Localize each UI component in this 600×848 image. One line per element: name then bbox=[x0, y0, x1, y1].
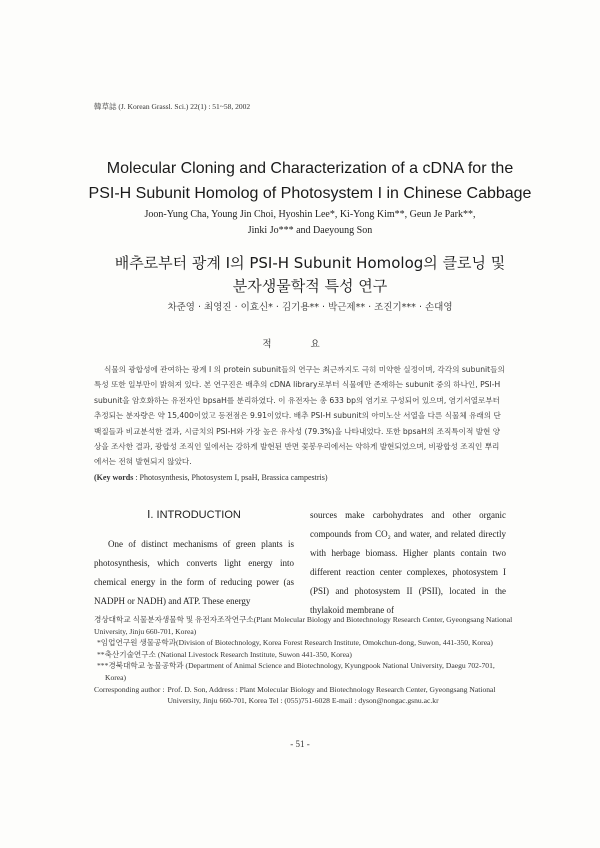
journal-citation: 韓草誌 (J. Korean Grassl. Sci.) 22(1) : 51~58, 2002 bbox=[94, 102, 251, 111]
paper-title-korean-line-1: 배추로부터 광계 I의 PSI-H Subunit Homolog의 클로닝 및 bbox=[114, 254, 506, 272]
right-column-text: sources make carbohydrates and other organic compounds from CO₂ and water, and related directly with herbage biomass. Higher plants contain two different reaction center complexes, photosystem I (PSI) and photosystem II (PSII), located in the thylakoid membrane of bbox=[310, 510, 506, 615]
keywords-text: : Photosynthesis, Photosystem I, psaH, Brassica campestris) bbox=[135, 472, 328, 482]
left-column-text: One of distinct mechanisms of green plants is photosynthesis, which converts light energy into chemical energy in the form of reducing power (as NADPH or NADH) and ATP. These energy bbox=[94, 539, 294, 606]
footnotes bbox=[94, 614, 514, 707]
footnote-affiliation-3: **축산기술연구소 (National Livestock Research Institute, Suwon 441-350, Korea) bbox=[97, 649, 352, 659]
footnote-affiliation-2: *임업연구원 생물공학과(Division of Biotechnology, Korea Forest Research Institute, Omokchun-dong, Suwon, 441-350, Korea) bbox=[97, 638, 493, 648]
footnote-affiliation-4: ***경북대학교 농물공학과 (Department of Animal Science and Biotechnology, Kyungpook National University, Daegu 702-701, Korea) bbox=[97, 661, 495, 682]
abstract-heading: 적 요 bbox=[262, 339, 338, 350]
left-column bbox=[94, 506, 294, 611]
page-number: - 51 - bbox=[290, 739, 310, 749]
authors-english bbox=[80, 207, 540, 239]
paper-title-line-2: PSI-H Subunit Homolog of Photosystem I in Chinese Cabbage bbox=[88, 185, 532, 202]
keywords bbox=[94, 470, 506, 485]
paper-title bbox=[70, 156, 550, 206]
footnote-affiliation-1: 경상대학교 식물분자생물학 및 유전자조작연구소(Plant Molecular Biology and Biotechnology Research Center, Gyeongsang National University, Jinju 660-701, Korea) bbox=[94, 615, 513, 636]
abstract bbox=[94, 362, 506, 485]
corresponding-author-label: Corresponding author : bbox=[94, 684, 165, 694]
abstract-text: 식물의 광합성에 관여하는 광계 I 의 protein subunit들의 연구는 최근까지도 극히 미약한 실정이며, 각각의 subunit들의 특성 또한 일부만이 밝혀져 있다. 본 연구진은 배추의 cDNA library로부터 식물에만 존재하는 subunit 중의 하나인, PSI-H subunit을 암호화하는 유전자인 bpsaH를 분리하였다. 이 유전자는 총 633 bp의 염기로 구성되어 있으며, 염기서열로부터 추정되는 분자량은 약 15,400이었고 등전점은 9.91이었다. 배추 PSI-H subunit의 아미노산 서열을 다른 식물체 유래의 단백질들과 비교분석한 결과, 시금치의 PSI-H와 가장 높은 유사성 (79.3%)을 나타내었다. 또한 bpsaH의 조직특이적 발현 양상을 조사한 결과, 광합성 조직인 잎에서는 강하게 발현된 반면 꽃봉우리에서는 약하게 발현되었으며, 비광합성 조직인 뿌리에서는 전혀 발현되지 않았다. bbox=[94, 365, 505, 467]
section-title: Ⅰ. INTRODUCTION bbox=[147, 509, 241, 521]
keywords-label: (Key words bbox=[94, 472, 134, 482]
authors-english-line-2: Jinki Jo*** and Daeyoung Son bbox=[247, 225, 373, 236]
paper-title-korean-line-2: 분자생물학적 특성 연구 bbox=[232, 277, 388, 295]
corresponding-author bbox=[94, 684, 514, 707]
corresponding-author-text: Prof. D. Son, Address : Plant Molecular Biology and Biotechnology Research Center, Gyeongsang National University, Jinju 660-701, Korea Tel : (055)751-6028 E-mail : dyson@nongac.gsnu.ac.kr bbox=[167, 684, 496, 706]
paper-title-line-1: Molecular Cloning and Characterization of a cDNA for the bbox=[106, 160, 514, 177]
authors-english-line-1: Joon-Yung Cha, Young Jin Choi, Hyoshin Lee*, Ki-Yong Kim**, Geun Je Park**, bbox=[144, 209, 476, 220]
authors-korean: 차준영 · 최영진 · 이효신* · 김기용** · 박근제** · 조진기*** · 손대영 bbox=[167, 302, 453, 313]
paper-title-korean bbox=[70, 252, 550, 298]
right-column bbox=[310, 506, 506, 620]
